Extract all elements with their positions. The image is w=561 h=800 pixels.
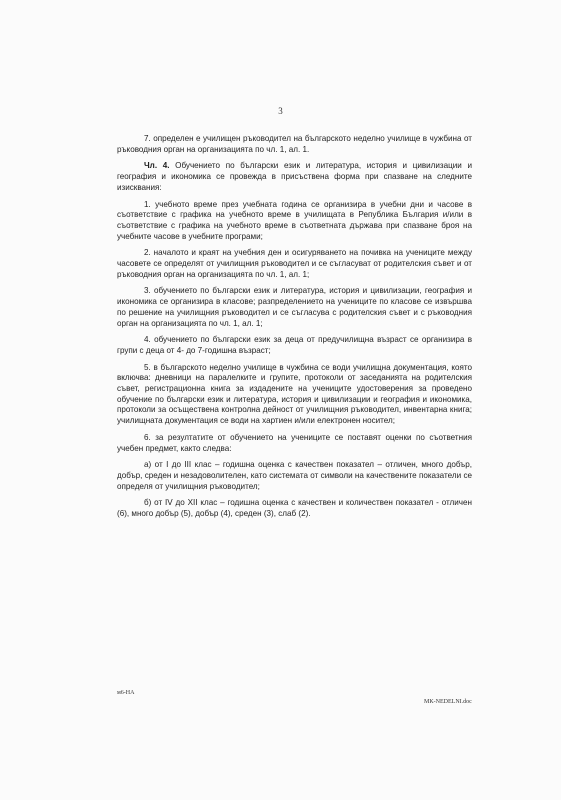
footer-left-code: м6-НА bbox=[117, 690, 135, 696]
paragraph-item-6: 6. за резултатите от обучението на учениците се поставят оценки по съответния учебен предмет, както следва: bbox=[117, 432, 472, 453]
page-number: 3 bbox=[278, 106, 283, 116]
paragraph-subitem-b: б) от IV до XII клас – годишна оценка с качествен и количествен показател - отличен (6), много добър (5), добър (4), среден (3), слаб (2). bbox=[117, 498, 472, 519]
paragraph-item-7: 7. определен е училищен ръководител на българското неделно училище в чужбина от ръководния орган на организацията по чл. 1, ал. 1. bbox=[117, 134, 472, 154]
article-4-text: Обучението по български език и литература, история и цивилизации и география и икономика се провежда в присъствена форма при спазване на следните изисквания: bbox=[117, 161, 472, 192]
paragraph-item-5: 5. в българското неделно училище в чужбина се води училищна документация, която включва: дневници на паралелките и групите, протоколи от заседанията на родителския съвет, регистрационна книга за издадените на учениците удостоверения за проведено обучение по български език и литература, история и цивилизации и география и икономика, протоколи за осъществена контролна дейност от училищния ръководител, инвентарна книга; училищната документация се води на хартиен и/или електронен носител; bbox=[117, 362, 472, 426]
paragraph-item-1: 1. учебното време през учебната година се организира в учебни дни и часове в съответствие с графика на учебното време в училищата в Република България и/или в съответствие с графика на учебното време в съответната държава при спазване броя на учебните часове в учебните програми; bbox=[117, 199, 472, 241]
paragraph-item-2: 2. началото и краят на учебния ден и осигуряването на почивка на учениците между часовете се определят от училищния ръководител и се съгласуват от родителския съвет и от ръководния орган на организацията по чл. 1, ал. 1; bbox=[117, 248, 472, 279]
paragraph-item-3: 3. обучението по български език и литература, история и цивилизации, география и икономика се организира в класове; разпределението на учениците по класове се извършва по решение на училищния ръководител и се съгласува с родителския съвет и с ръководния орган на организацията по чл. 1, ал. 1; bbox=[117, 286, 472, 328]
article-4-intro bbox=[117, 161, 472, 193]
paragraph-item-4: 4. обучението по български език за деца от предучилищна възраст се организира в групи с деца от 4- до 7-годишна възраст; bbox=[117, 335, 472, 355]
document-body bbox=[117, 134, 472, 526]
paragraph-subitem-a: а) от I до III клас – годишна оценка с качествен показател – отличен, много добър, добър, среден и незадоволителен, като системата от символи на качествените показатели се определя от училищния ръководител; bbox=[117, 460, 472, 491]
footer-file-name: MK-NEDELNI.doc bbox=[424, 699, 472, 705]
article-label: Чл. 4. bbox=[144, 161, 170, 171]
